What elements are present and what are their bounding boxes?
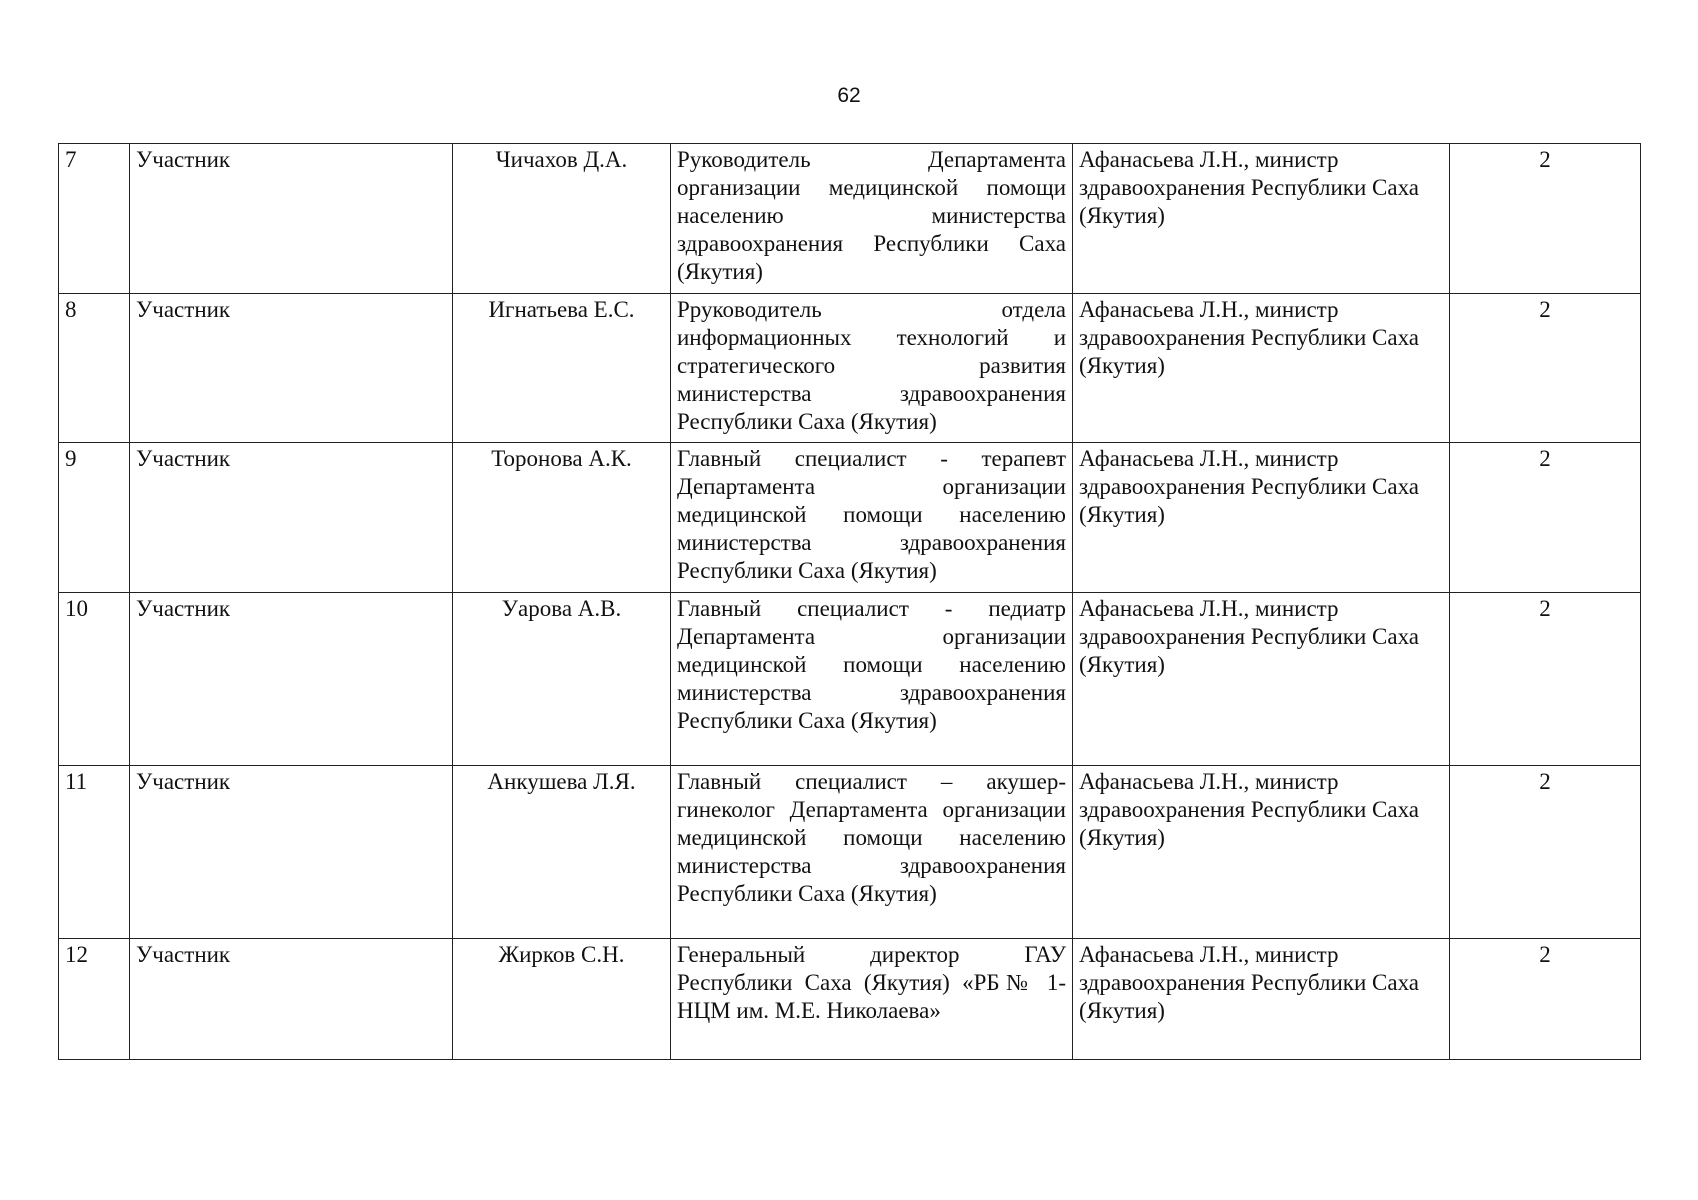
row-position: Генеральный директор ГАУ Республики Саха (Якутия) «РБ№ 1-НЦМ им. М.Е. Николаева» [671,939,1073,1060]
row-position: Рруководитель отдела информационных технологий и стратегического развития министерства здравоохранения Республики Саха (Якутия) [671,294,1073,443]
row-responsible: Афанасьева Л.Н., министр здравоохранения Республики Саха (Якутия) [1073,443,1450,593]
row-number: 10 [59,593,130,766]
row-number: 9 [59,443,130,593]
row-name: Игнатьева Е.С. [453,294,671,443]
row-name: Жирков С.Н. [453,939,671,1060]
row-number: 7 [59,144,130,294]
row-responsible: Афанасьева Л.Н., министр здравоохранения Республики Саха (Якутия) [1073,593,1450,766]
row-position: Руководитель Департамента организации медицинской помощи населению министерства здравоохранения Республики Саха (Якутия) [671,144,1073,294]
row-role: Участник [130,939,453,1060]
row-responsible: Афанасьева Л.Н., министр здравоохранения Республики Саха (Якутия) [1073,939,1450,1060]
table-row [59,766,1641,939]
row-name: Анкушева Л.Я. [453,766,671,939]
table-row [59,593,1641,766]
row-role: Участник [130,766,453,939]
row-name: Торонова А.К. [453,443,671,593]
table-row [59,294,1641,443]
row-role: Участник [130,443,453,593]
page-number: 62 [837,84,861,107]
participants-table [58,143,1641,1060]
row-role: Участник [130,144,453,294]
table-row [59,443,1641,593]
table-row [59,939,1641,1060]
table-row [59,144,1641,294]
row-count: 2 [1450,294,1641,443]
row-count: 2 [1450,939,1641,1060]
row-responsible: Афанасьева Л.Н., министр здравоохранения Республики Саха (Якутия) [1073,766,1450,939]
row-name: Уарова А.В. [453,593,671,766]
row-number: 8 [59,294,130,443]
row-responsible: Афанасьева Л.Н., министр здравоохранения Республики Саха (Якутия) [1073,144,1450,294]
row-count: 2 [1450,443,1641,593]
row-count: 2 [1450,144,1641,294]
row-number: 11 [59,766,130,939]
row-responsible: Афанасьева Л.Н., министр здравоохранения Республики Саха (Якутия) [1073,294,1450,443]
row-role: Участник [130,294,453,443]
row-position: Главный специалист - педиатр Департамента организации медицинской помощи населению министерства здравоохранения Республики Саха (Якутия) [671,593,1073,766]
row-role: Участник [130,593,453,766]
row-number: 12 [59,939,130,1060]
row-name: Чичахов Д.А. [453,144,671,294]
row-position: Главный специалист – акушер-гинеколог Департамента организации медицинской помощи населению министерства здравоохранения Республики Саха (Якутия) [671,766,1073,939]
row-position: Главный специалист - терапевт Департамента организации медицинской помощи населению министерства здравоохранения Республики Саха (Якутия) [671,443,1073,593]
row-count: 2 [1450,593,1641,766]
row-count: 2 [1450,766,1641,939]
